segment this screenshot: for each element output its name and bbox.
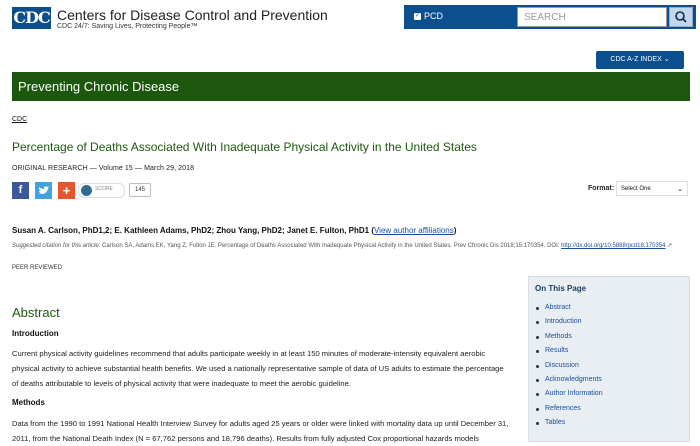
search-icon — [670, 8, 692, 26]
site-header — [0, 0, 700, 36]
chevron-down-icon: ⌄ — [677, 186, 683, 193]
altmetric-count: 145 — [129, 183, 151, 197]
peer-reviewed-label: PEER REVIEWED — [12, 265, 63, 271]
introduction-text: Current physical activity guidelines recommend that adults participate weekly in at least 150 minutes of moderate-intensity equivalent aerobic physical activity to achieve substantial health benefits. We used a nationally representative sample of data of US adults to estimate the percentage of deaths attributable to levels of physical activity that were inadequate to meet the aerobic guideline. — [12, 349, 504, 388]
toc-link-abstract[interactable]: Abstract — [535, 303, 685, 317]
format-value: Select One — [621, 186, 651, 192]
journal-banner — [12, 72, 690, 101]
journal-title[interactable]: Preventing Chronic Disease — [18, 79, 180, 94]
toc-link-acknowledgments[interactable]: Acknowledgments — [535, 375, 685, 389]
toc-link-results[interactable]: Results — [535, 346, 685, 360]
pcd-checkbox[interactable]: ✓ — [414, 13, 421, 19]
on-this-page-list — [535, 303, 685, 433]
tagline: CDC 24/7: Saving Lives, Protecting People™ — [57, 23, 198, 30]
twitter-share-button[interactable] — [35, 182, 52, 199]
on-this-page-box — [528, 276, 690, 442]
altmetric-label: SCORE — [95, 186, 113, 192]
altmetric-badge[interactable] — [78, 183, 125, 198]
more-share-button[interactable] — [58, 182, 75, 199]
suggested-citation — [12, 242, 688, 251]
toc-link-references[interactable]: References — [535, 404, 685, 418]
article-meta: ORIGINAL RESEARCH — Volume 15 — March 29, 2018 — [12, 165, 195, 172]
twitter-icon — [35, 182, 52, 199]
search-input[interactable] — [517, 7, 667, 27]
methods-heading: Methods — [12, 398, 45, 407]
search-button[interactable] — [669, 7, 693, 27]
authors-end: ) — [453, 226, 457, 235]
altmetric-icon — [81, 185, 92, 196]
az-index-button[interactable]: CDC A-Z INDEX ⌄ — [596, 51, 684, 69]
breadcrumb-cdc[interactable]: CDC — [12, 116, 28, 123]
abstract-heading: Abstract — [12, 305, 60, 320]
citation-prefix: Suggested citation for this article: — [12, 243, 101, 249]
facebook-share-button[interactable] — [12, 182, 29, 199]
author-list — [12, 226, 456, 235]
methods-text: Data from the 1990 to 1991 National Health Interview Survey for adults aged 25 years or older were linked with mortality data up until December 31, 2011, from the National Death Index (N = 67,762 persons and 18,796 deaths). Results from fully adjusted Cox proportional hazards models — [12, 419, 509, 443]
citation-text: Carlson SA, Adams EK, Yang Z, Fulton JE. Percentage of Deaths Associated With Inadequate Physical Activity in the United States. Prev Chronic Dis 2018;15:170354. DOI: — [100, 243, 562, 249]
facebook-icon: f — [18, 184, 23, 196]
author-affiliations-link[interactable]: View author affiliations — [373, 226, 454, 235]
introduction-heading: Introduction — [12, 329, 59, 338]
format-select[interactable] — [616, 181, 688, 196]
article-title: Percentage of Deaths Associated With Inadequate Physical Activity in the United States — [12, 140, 477, 154]
format-label: Format: — [588, 185, 615, 192]
cdc-logo[interactable]: CDC — [13, 8, 50, 27]
plus-icon: + — [62, 183, 71, 198]
doi-link[interactable]: http://dx.doi.org/10.5888/pcd18.170354 — [561, 243, 666, 249]
external-link-icon: ↗ — [667, 243, 673, 249]
on-this-page-title: On This Page — [535, 284, 587, 293]
toc-link-author-information[interactable]: Author Information — [535, 389, 685, 403]
search-bar — [404, 5, 696, 29]
org-name[interactable]: Centers for Disease Control and Prevention — [57, 7, 328, 23]
toc-link-methods[interactable]: Methods — [535, 332, 685, 346]
toc-link-tables[interactable]: Tables — [535, 418, 685, 432]
toc-link-discussion[interactable]: Discussion — [535, 361, 685, 375]
toc-link-introduction[interactable]: Introduction — [535, 317, 685, 331]
pcd-label: PCD — [424, 11, 444, 21]
authors-text: Susan A. Carlson, PhD1,2; E. Kathleen Adams, PhD2; Zhou Yang, PhD2; Janet E. Fulton, PhD1 ( — [12, 226, 374, 235]
